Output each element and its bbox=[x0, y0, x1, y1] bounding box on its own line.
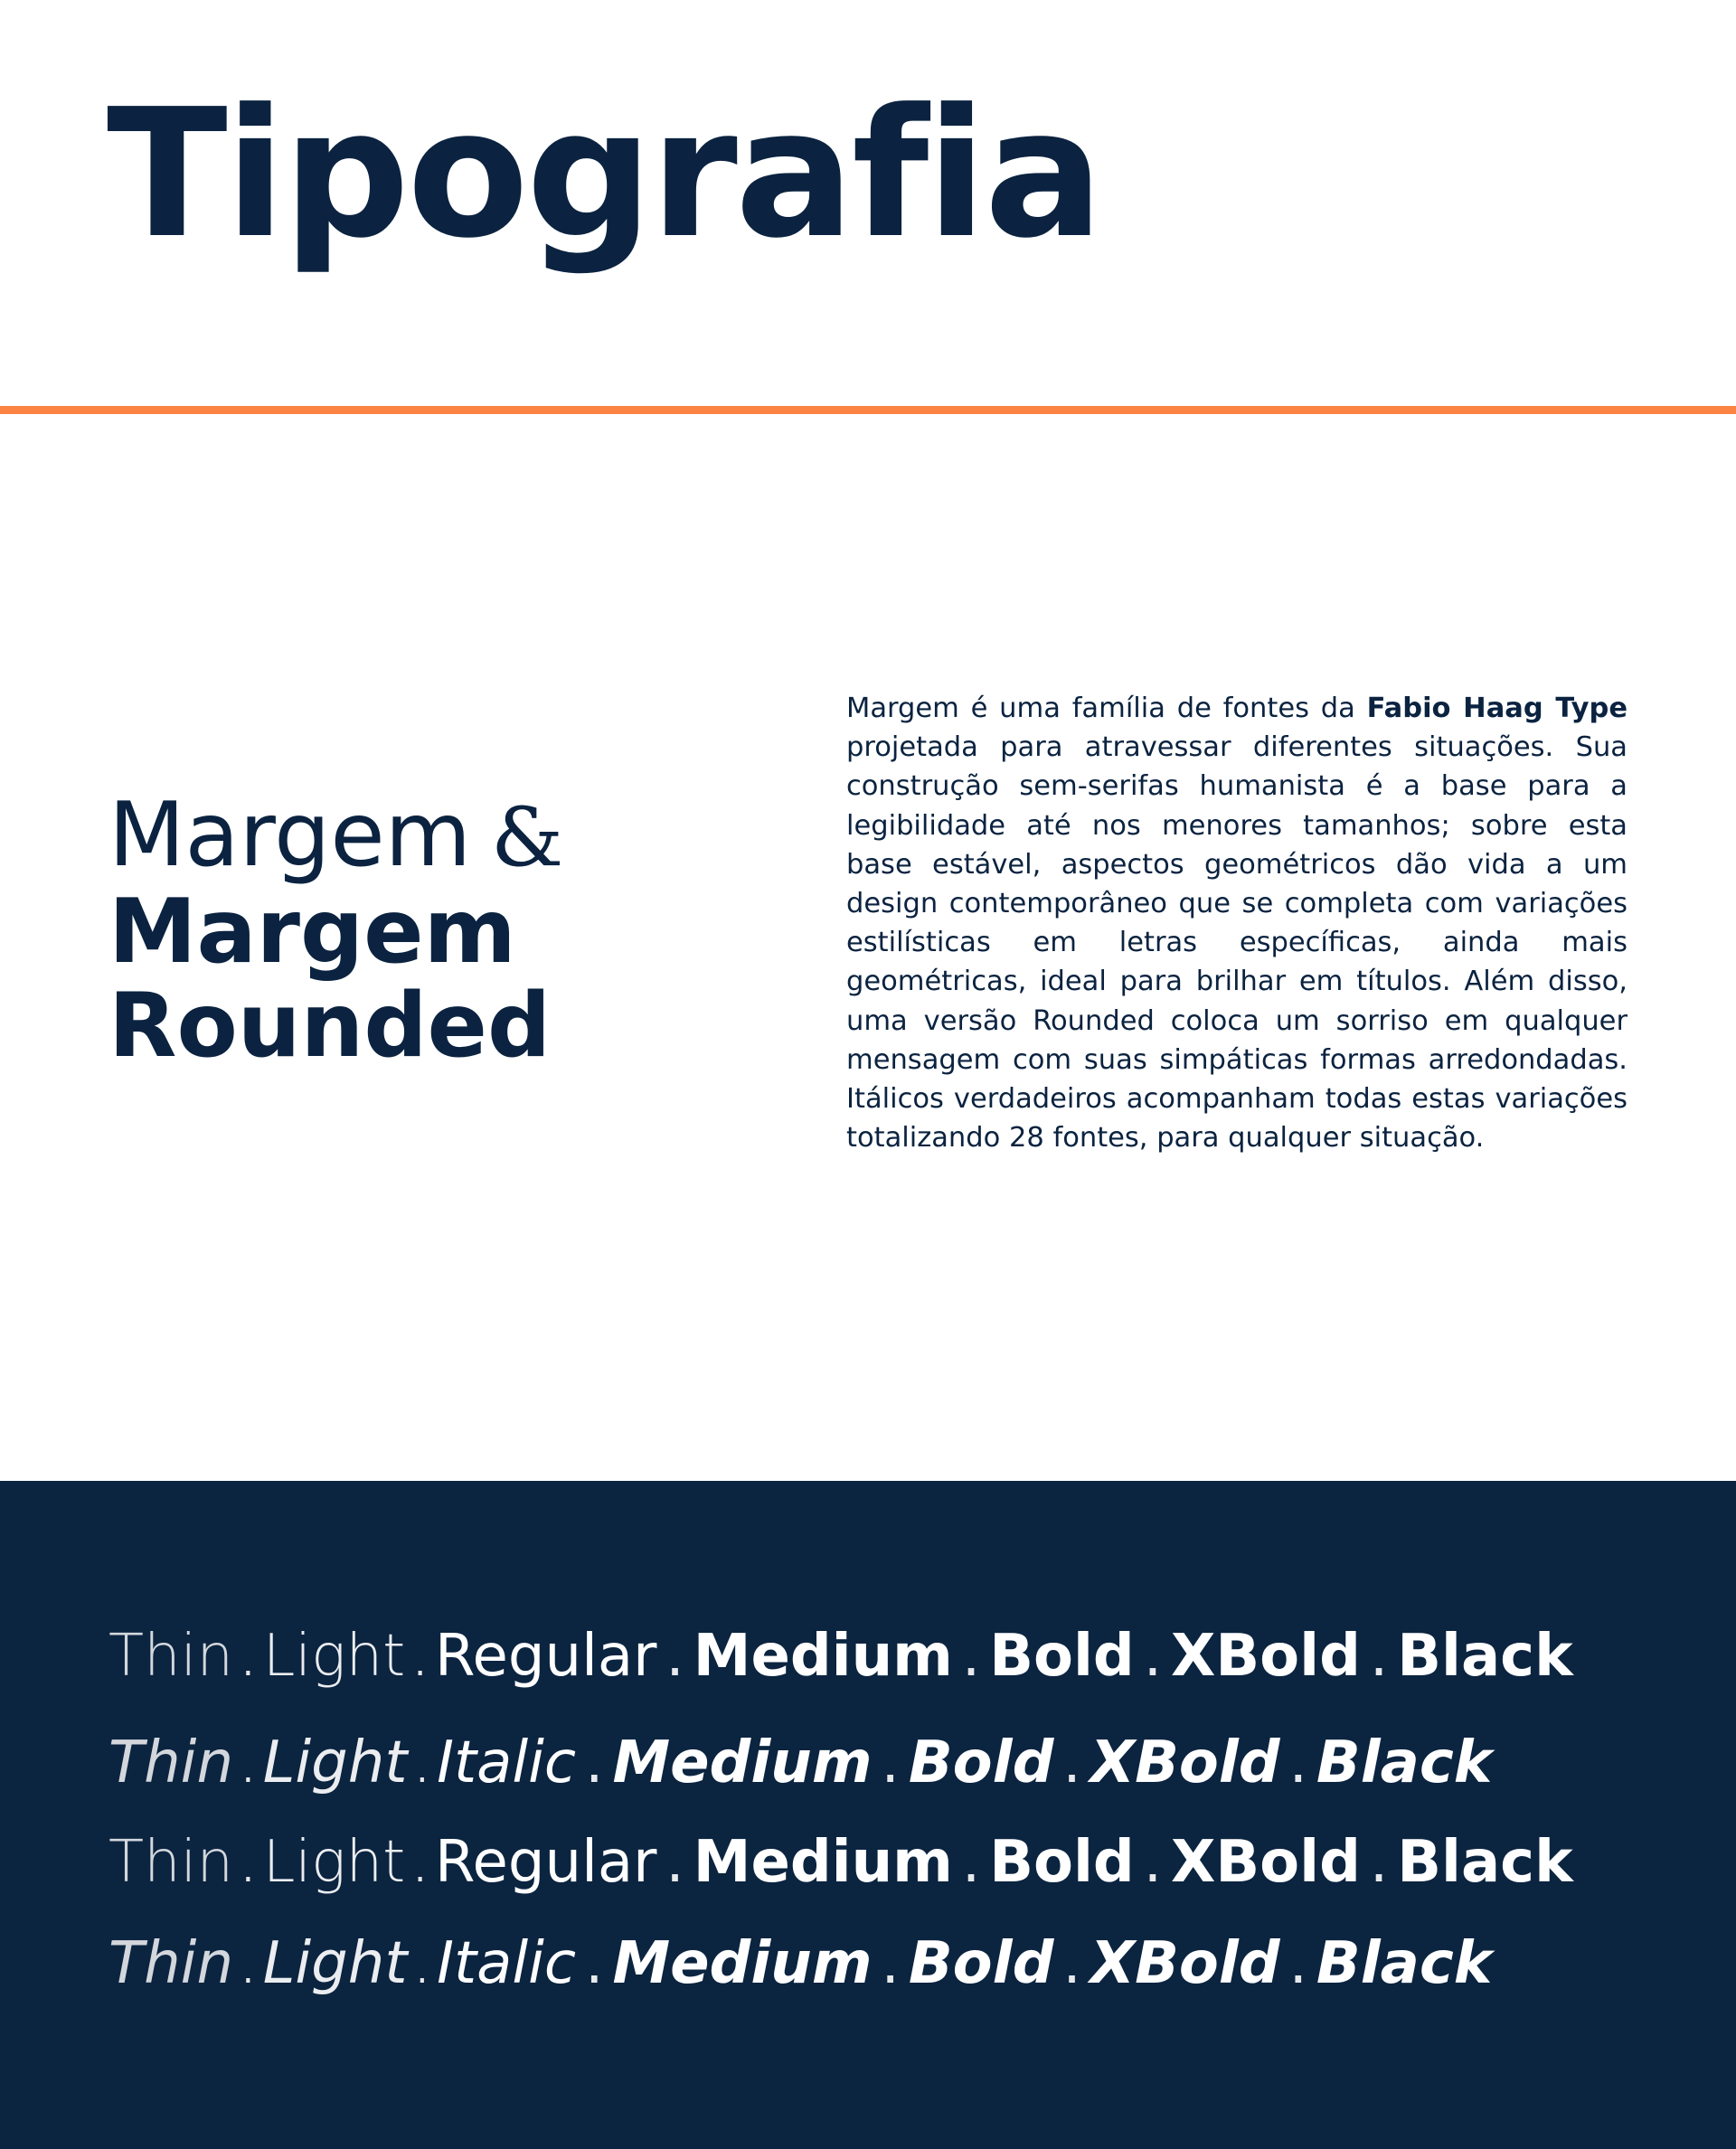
weight-sample-xbold-italic: XBold bbox=[1090, 1930, 1280, 1997]
description-body: projetada para atravessar diferentes situações. Sua construção sem-serifas humanista é a base para a legibilidade até nos menores tamanhos; sobre esta base estável, aspectos geométricos dão vida a um design contemporâneo que se completa com variações estilísticas em letras específicas, ainda mais geométricas, ideal para brilhar em títulos. Além disso, uma versão Rounded coloca um sorriso em qualquer mensagem com suas simpáticas formas arredondadas. Itálicos verdadeiros acompanham todas estas variações totalizando 28 fontes, para qualquer situação. bbox=[846, 731, 1628, 1155]
weight-row-margem-italic bbox=[108, 1730, 1646, 1796]
separator: . bbox=[665, 1623, 684, 1690]
weight-sample-thin: Thin bbox=[108, 1829, 233, 1896]
separator: . bbox=[585, 1730, 604, 1796]
separator: . bbox=[1369, 1623, 1389, 1690]
description-intro: Margem é uma família de fontes da bbox=[846, 693, 1367, 724]
separator: . bbox=[585, 1930, 604, 1997]
separator: . bbox=[414, 1643, 426, 1684]
orange-divider bbox=[0, 406, 1736, 414]
weight-sample-light-italic: Light bbox=[262, 1730, 408, 1796]
separator: . bbox=[1143, 1623, 1163, 1690]
separator: . bbox=[416, 1749, 429, 1791]
weight-sample-italic: Italic bbox=[437, 1730, 577, 1796]
separator: . bbox=[881, 1730, 900, 1796]
weight-sample-medium: Medium bbox=[693, 1829, 953, 1896]
weight-sample-bold: Bold bbox=[989, 1829, 1135, 1896]
separator: . bbox=[1062, 1730, 1081, 1796]
weight-sample-medium-italic: Medium bbox=[612, 1730, 873, 1796]
separator: . bbox=[1369, 1829, 1389, 1896]
weight-sample-xbold: XBold bbox=[1171, 1829, 1361, 1896]
family-name-margem bbox=[108, 784, 814, 887]
weight-sample-bold-italic: Bold bbox=[908, 1730, 1054, 1796]
weight-sample-black-italic: Black bbox=[1316, 1930, 1493, 1997]
separator: . bbox=[961, 1829, 981, 1896]
separator: . bbox=[1288, 1930, 1307, 1997]
font-family-names bbox=[108, 784, 814, 1078]
weight-sample-bold-italic: Bold bbox=[908, 1930, 1054, 1997]
family-name-margem-text: Margem bbox=[108, 784, 472, 887]
weight-row-rounded-upright bbox=[108, 1829, 1646, 1896]
weight-sample-xbold: XBold bbox=[1171, 1623, 1361, 1690]
weight-sample-thin-italic: Thin bbox=[108, 1930, 233, 1997]
weight-sample-thin: Thin bbox=[108, 1623, 233, 1690]
weight-row-margem-upright bbox=[108, 1623, 1646, 1690]
separator: . bbox=[242, 1849, 254, 1890]
separator: . bbox=[414, 1849, 426, 1890]
weight-sample-italic: Italic bbox=[437, 1930, 577, 1997]
separator: . bbox=[1143, 1829, 1163, 1896]
weight-sample-light: Light bbox=[262, 1623, 406, 1690]
weight-sample-regular: Regular bbox=[434, 1829, 657, 1896]
separator: . bbox=[1062, 1930, 1081, 1997]
ampersand: & bbox=[491, 790, 564, 885]
weight-sample-medium-italic: Medium bbox=[612, 1930, 873, 1997]
weight-row-rounded-italic bbox=[108, 1930, 1646, 1997]
separator: . bbox=[242, 1749, 254, 1791]
weight-sample-bold: Bold bbox=[989, 1623, 1135, 1690]
weight-sample-regular: Regular bbox=[434, 1623, 657, 1690]
weight-sample-medium: Medium bbox=[693, 1623, 953, 1690]
family-name-rounded: Rounded bbox=[108, 975, 552, 1078]
weight-sample-light: Light bbox=[262, 1829, 406, 1896]
separator: . bbox=[416, 1950, 429, 1992]
separator: . bbox=[961, 1623, 981, 1690]
weights-panel bbox=[0, 1481, 1736, 2149]
weight-sample-black: Black bbox=[1397, 1623, 1573, 1690]
weight-sample-xbold-italic: XBold bbox=[1090, 1730, 1280, 1796]
foundry-name: Fabio Haag Type bbox=[1366, 693, 1628, 724]
weight-sample-light-italic: Light bbox=[262, 1930, 408, 1997]
weight-sample-thin-italic: Thin bbox=[108, 1730, 233, 1796]
family-name-margem-bold: Margem bbox=[108, 881, 516, 984]
separator: . bbox=[242, 1643, 254, 1684]
weight-sample-black-italic: Black bbox=[1316, 1730, 1493, 1796]
weight-sample-black: Black bbox=[1397, 1829, 1573, 1896]
description-paragraph bbox=[846, 689, 1628, 1157]
separator: . bbox=[665, 1829, 684, 1896]
page-title: Tipografia bbox=[107, 71, 1101, 278]
separator: . bbox=[881, 1930, 900, 1997]
separator: . bbox=[1288, 1730, 1307, 1796]
separator: . bbox=[242, 1950, 254, 1992]
